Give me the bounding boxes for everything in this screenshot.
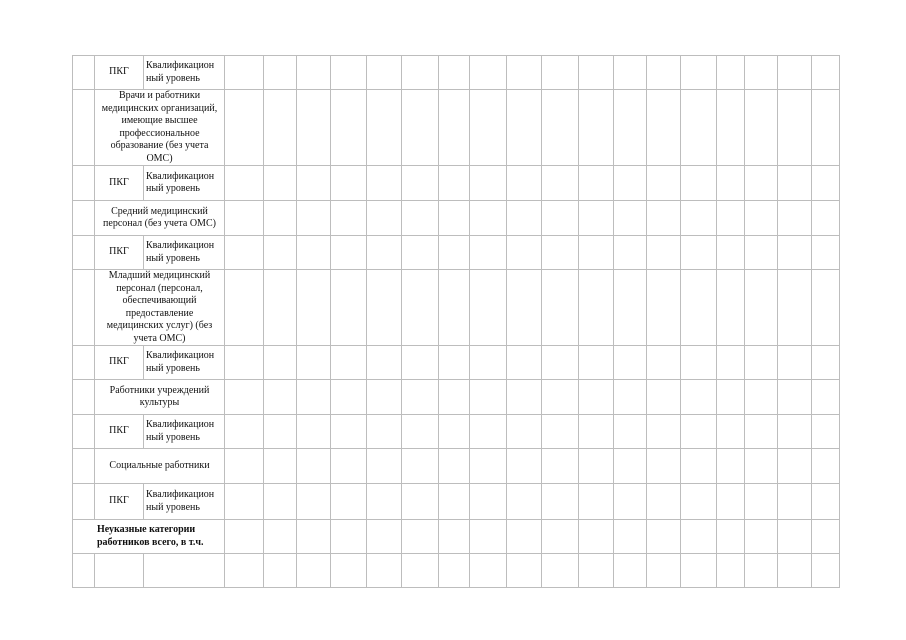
data-cell [745, 449, 778, 484]
data-cell [745, 201, 778, 236]
data-cell [542, 415, 579, 449]
data-cell [439, 520, 470, 554]
data-cell [778, 484, 812, 520]
data-cell [331, 484, 367, 520]
data-cell [402, 415, 439, 449]
data-cell [614, 415, 647, 449]
empty-cell [73, 449, 95, 484]
data-cell [614, 56, 647, 90]
data-cell [225, 554, 264, 588]
data-cell [579, 449, 614, 484]
data-cell [579, 270, 614, 346]
data-cell [439, 90, 470, 166]
data-cell [297, 380, 331, 415]
data-cell [297, 415, 331, 449]
data-cell [717, 449, 745, 484]
data-cell [745, 270, 778, 346]
empty-cell [73, 380, 95, 415]
data-cell [367, 484, 402, 520]
category-label: Младший медицинский персонал (персонал, обеспечивающий предоставление медицинских услуг) (без учета ОМС) [95, 270, 225, 346]
qualification-level-label: Квалификацион ный уровень [144, 166, 225, 201]
data-cell [681, 484, 717, 520]
data-cell [647, 90, 681, 166]
data-cell [812, 201, 840, 236]
empty-cell [73, 201, 95, 236]
data-cell [647, 415, 681, 449]
data-cell [402, 520, 439, 554]
data-cell [745, 166, 778, 201]
data-cell [745, 484, 778, 520]
data-cell [439, 201, 470, 236]
data-cell [470, 415, 507, 449]
data-cell [778, 415, 812, 449]
data-cell [507, 380, 542, 415]
pkg-label: ПКГ [95, 56, 144, 90]
data-cell [470, 380, 507, 415]
table-row [73, 201, 840, 236]
data-cell [439, 166, 470, 201]
table-row [73, 56, 840, 90]
table-row [73, 166, 840, 201]
empty-cell [73, 236, 95, 270]
data-cell [542, 270, 579, 346]
empty-cell [73, 56, 95, 90]
data-cell [745, 380, 778, 415]
empty-cell [73, 484, 95, 520]
data-cell [681, 56, 717, 90]
data-cell [331, 415, 367, 449]
data-cell [367, 201, 402, 236]
data-cell [331, 554, 367, 588]
data-cell [225, 166, 264, 201]
data-cell [331, 201, 367, 236]
data-cell [579, 380, 614, 415]
data-cell [470, 449, 507, 484]
data-cell [507, 554, 542, 588]
data-cell [542, 380, 579, 415]
data-cell [745, 90, 778, 166]
data-cell [439, 554, 470, 588]
category-label: Социальные работники [95, 449, 225, 484]
data-cell [812, 270, 840, 346]
data-cell [579, 201, 614, 236]
data-cell [439, 415, 470, 449]
data-cell [367, 554, 402, 588]
data-cell [264, 346, 297, 380]
empty-cell [73, 346, 95, 380]
data-cell [225, 415, 264, 449]
data-cell [681, 415, 717, 449]
data-cell [614, 380, 647, 415]
data-cell [367, 520, 402, 554]
data-cell [778, 166, 812, 201]
data-cell [331, 236, 367, 270]
data-cell [812, 346, 840, 380]
data-cell [542, 166, 579, 201]
data-cell [778, 270, 812, 346]
data-cell [717, 90, 745, 166]
data-cell [507, 346, 542, 380]
data-cell [264, 201, 297, 236]
data-cell [367, 236, 402, 270]
data-cell [717, 270, 745, 346]
data-cell [331, 90, 367, 166]
data-cell [331, 166, 367, 201]
data-cell [812, 449, 840, 484]
data-cell [225, 56, 264, 90]
data-cell [717, 484, 745, 520]
data-cell [579, 554, 614, 588]
pkg-label: ПКГ [95, 166, 144, 201]
data-cell [367, 380, 402, 415]
data-cell [331, 449, 367, 484]
data-cell [647, 380, 681, 415]
data-cell [717, 415, 745, 449]
category-total-label: Неуказные категории работников всего, в т.ч. [73, 520, 225, 554]
data-cell [402, 554, 439, 588]
data-cell [402, 201, 439, 236]
data-cell [717, 166, 745, 201]
data-cell [614, 201, 647, 236]
data-cell [225, 484, 264, 520]
data-cell [402, 270, 439, 346]
data-cell [331, 380, 367, 415]
data-cell [367, 449, 402, 484]
data-cell [507, 201, 542, 236]
data-cell [331, 270, 367, 346]
data-cell [367, 346, 402, 380]
data-cell [681, 380, 717, 415]
data-cell [778, 554, 812, 588]
table-row [73, 484, 840, 520]
category-label: Работники учреждений культуры [95, 380, 225, 415]
qualification-level-label: Квалификацион ный уровень [144, 56, 225, 90]
data-cell [647, 484, 681, 520]
data-cell [614, 449, 647, 484]
data-cell [717, 520, 745, 554]
data-cell [812, 90, 840, 166]
data-cell [402, 56, 439, 90]
data-cell [614, 166, 647, 201]
empty-cell [73, 90, 95, 166]
data-cell [681, 346, 717, 380]
data-cell [264, 270, 297, 346]
qualification-level-label: Квалификацион ный уровень [144, 236, 225, 270]
data-cell [470, 236, 507, 270]
data-cell [812, 236, 840, 270]
data-cell [507, 90, 542, 166]
data-cell [297, 166, 331, 201]
data-cell [614, 90, 647, 166]
data-cell [579, 56, 614, 90]
data-cell [402, 449, 439, 484]
data-cell [225, 449, 264, 484]
data-cell [542, 56, 579, 90]
data-cell [579, 346, 614, 380]
data-cell [647, 449, 681, 484]
data-cell [681, 236, 717, 270]
data-cell [367, 90, 402, 166]
data-cell [225, 236, 264, 270]
data-cell [402, 346, 439, 380]
table-row [73, 270, 840, 346]
data-cell [470, 56, 507, 90]
data-cell [470, 520, 507, 554]
data-cell [297, 90, 331, 166]
data-cell [297, 270, 331, 346]
data-cell [745, 346, 778, 380]
data-cell [681, 90, 717, 166]
data-cell [542, 201, 579, 236]
empty-cell [95, 554, 144, 588]
data-cell [717, 56, 745, 90]
data-cell [745, 415, 778, 449]
data-cell [264, 520, 297, 554]
data-cell [264, 415, 297, 449]
data-cell [367, 166, 402, 201]
data-cell [647, 270, 681, 346]
data-cell [778, 90, 812, 166]
data-cell [225, 201, 264, 236]
data-cell [647, 56, 681, 90]
table-row [73, 90, 840, 166]
data-cell [542, 346, 579, 380]
data-cell [264, 166, 297, 201]
data-cell [264, 484, 297, 520]
data-cell [681, 201, 717, 236]
data-cell [264, 380, 297, 415]
data-cell [778, 56, 812, 90]
data-cell [647, 236, 681, 270]
data-cell [439, 380, 470, 415]
data-cell [225, 346, 264, 380]
data-cell [470, 554, 507, 588]
data-cell [507, 415, 542, 449]
data-cell [681, 520, 717, 554]
category-label: Средний медицинский персонал (без учета ОМС) [95, 201, 225, 236]
data-cell [439, 56, 470, 90]
data-cell [778, 380, 812, 415]
pkg-label: ПКГ [95, 484, 144, 520]
data-cell [812, 56, 840, 90]
data-cell [470, 166, 507, 201]
data-cell [439, 270, 470, 346]
data-cell [297, 554, 331, 588]
empty-cell [73, 415, 95, 449]
data-cell [647, 520, 681, 554]
data-cell [439, 484, 470, 520]
empty-cell [73, 270, 95, 346]
data-cell [225, 270, 264, 346]
data-cell [367, 415, 402, 449]
table-row [73, 449, 840, 484]
data-cell [778, 520, 812, 554]
data-cell [507, 236, 542, 270]
data-cell [681, 270, 717, 346]
data-cell [225, 380, 264, 415]
data-cell [367, 270, 402, 346]
data-cell [297, 520, 331, 554]
data-cell [681, 449, 717, 484]
data-cell [614, 270, 647, 346]
data-cell [264, 56, 297, 90]
data-cell [470, 201, 507, 236]
data-cell [647, 554, 681, 588]
qualification-level-label: Квалификацион ный уровень [144, 346, 225, 380]
data-cell [812, 166, 840, 201]
empty-cell [73, 554, 95, 588]
data-cell [717, 380, 745, 415]
data-cell [681, 166, 717, 201]
table-body [73, 56, 840, 588]
data-cell [717, 236, 745, 270]
data-cell [264, 90, 297, 166]
data-cell [542, 236, 579, 270]
table-row [73, 236, 840, 270]
data-cell [507, 56, 542, 90]
data-cell [614, 346, 647, 380]
data-cell [812, 554, 840, 588]
data-cell [507, 520, 542, 554]
data-cell [614, 520, 647, 554]
empty-cell [73, 166, 95, 201]
data-cell [470, 484, 507, 520]
data-cell [542, 449, 579, 484]
data-cell [778, 449, 812, 484]
data-cell [297, 449, 331, 484]
data-cell [579, 520, 614, 554]
data-cell [225, 520, 264, 554]
data-cell [402, 484, 439, 520]
data-cell [470, 90, 507, 166]
pkg-label: ПКГ [95, 346, 144, 380]
data-cell [402, 90, 439, 166]
data-cell [297, 346, 331, 380]
data-cell [225, 90, 264, 166]
qualification-level-label: Квалификацион ный уровень [144, 415, 225, 449]
table-row [73, 380, 840, 415]
data-cell [647, 201, 681, 236]
data-cell [264, 236, 297, 270]
data-cell [681, 554, 717, 588]
data-cell [331, 346, 367, 380]
data-cell [439, 346, 470, 380]
data-cell [745, 520, 778, 554]
data-cell [647, 166, 681, 201]
data-cell [745, 56, 778, 90]
data-cell [579, 484, 614, 520]
data-cell [331, 520, 367, 554]
data-cell [507, 270, 542, 346]
qualification-level-label: Квалификацион ный уровень [144, 484, 225, 520]
data-cell [717, 201, 745, 236]
data-cell [579, 166, 614, 201]
data-cell [778, 236, 812, 270]
data-cell [297, 484, 331, 520]
table-row [73, 554, 840, 588]
data-cell [579, 236, 614, 270]
data-cell [264, 449, 297, 484]
data-cell [614, 236, 647, 270]
data-cell [812, 484, 840, 520]
data-cell [717, 346, 745, 380]
table-row [73, 415, 840, 449]
data-cell [812, 380, 840, 415]
data-cell [507, 166, 542, 201]
data-cell [745, 554, 778, 588]
data-cell [717, 554, 745, 588]
data-cell [439, 236, 470, 270]
data-cell [331, 56, 367, 90]
pkg-label: ПКГ [95, 236, 144, 270]
data-cell [812, 520, 840, 554]
pkg-label: ПКГ [95, 415, 144, 449]
empty-cell [144, 554, 225, 588]
data-cell [812, 415, 840, 449]
table-row [73, 520, 840, 554]
data-cell [614, 554, 647, 588]
data-cell [507, 449, 542, 484]
data-cell [297, 201, 331, 236]
data-cell [439, 449, 470, 484]
data-cell [367, 56, 402, 90]
data-cell [542, 554, 579, 588]
data-cell [614, 484, 647, 520]
data-cell [402, 166, 439, 201]
data-cell [297, 236, 331, 270]
staff-table [72, 55, 840, 588]
data-cell [470, 270, 507, 346]
data-cell [745, 236, 778, 270]
data-cell [778, 201, 812, 236]
data-cell [264, 554, 297, 588]
data-cell [579, 415, 614, 449]
data-cell [542, 520, 579, 554]
data-cell [297, 56, 331, 90]
category-label: Врачи и работники медицинских организаций, имеющие высшее профессиональное образование (без учета ОМС) [95, 90, 225, 166]
data-cell [542, 484, 579, 520]
data-cell [402, 236, 439, 270]
table-row [73, 346, 840, 380]
data-cell [778, 346, 812, 380]
data-cell [647, 346, 681, 380]
data-cell [579, 90, 614, 166]
data-cell [470, 346, 507, 380]
data-cell [542, 90, 579, 166]
data-cell [507, 484, 542, 520]
data-cell [402, 380, 439, 415]
